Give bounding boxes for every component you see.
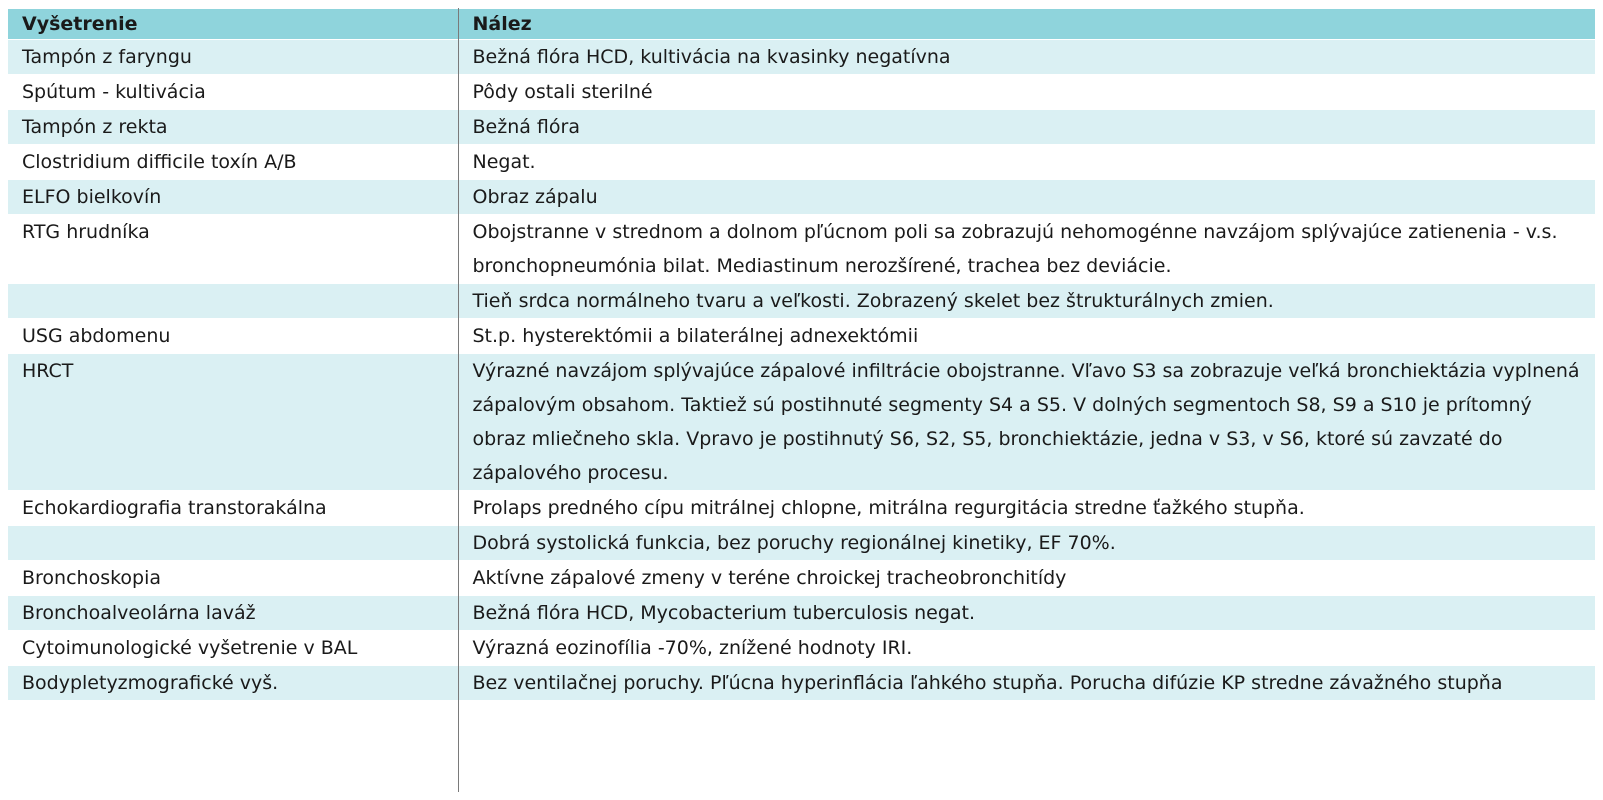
cell-finding: Výrazná eozinofília -70%, znížené hodnoty IRI. xyxy=(458,631,1595,666)
table-row xyxy=(8,110,1595,145)
table-row xyxy=(8,596,1595,631)
cell-exam: Bodypletyzmografické vyš. xyxy=(8,666,458,701)
cell-finding: Výrazné navzájom splývajúce zápalové infiltrácie obojstranne. Vľavo S3 sa zobrazuje veľká bronchiektázia vyplnená zápalovým obsahom. Taktiež sú postihnuté segmenty S4 a S5. V dolných segmentoch S8, S9 a S10 je prítomný obraz mliečneho skla. Vpravo je postihnutý S6, S2, S5, bronchiektázie, jedna v S3, v S6, ktoré sú zavzaté do zápalového procesu. xyxy=(458,354,1595,491)
table-row xyxy=(8,319,1595,354)
cell-exam: RTG hrudníka xyxy=(8,215,458,284)
header-finding: Nález xyxy=(458,9,1595,40)
cell-finding: Aktívne zápalové zmeny v teréne chroickej tracheobronchitídy xyxy=(458,561,1595,596)
table-row xyxy=(8,180,1595,215)
findings-table-wrapper xyxy=(8,8,1595,701)
cell-exam: Cytoimunologické vyšetrenie v BAL xyxy=(8,631,458,666)
table-row xyxy=(8,354,1595,491)
cell-exam: USG abdomenu xyxy=(8,319,458,354)
cell-finding: Obojstranne v strednom a dolnom pľúcnom poli sa zobrazujú nehomogénne navzájom splývajúce zatienenia - v.s. bronchopneumónia bilat. Mediastinum nerozšírené, trachea bez deviácie. xyxy=(458,215,1595,284)
cell-exam xyxy=(8,526,458,561)
cell-finding: Bežná flóra HCD, Mycobacterium tuberculosis negat. xyxy=(458,596,1595,631)
cell-finding: Bežná flóra HCD, kultivácia na kvasinky negatívna xyxy=(458,40,1595,75)
cell-exam: HRCT xyxy=(8,354,458,491)
table-row xyxy=(8,631,1595,666)
findings-table xyxy=(8,8,1595,701)
cell-finding: Bez ventilačnej poruchy. Pľúcna hyperinflácia ľahkého stupňa. Porucha difúzie KP stredne závažného stupňa xyxy=(458,666,1595,701)
table-row xyxy=(8,215,1595,284)
cell-exam: Spútum - kultivácia xyxy=(8,75,458,110)
table-header-row xyxy=(8,9,1595,40)
cell-exam: Bronchoalveolárna laváž xyxy=(8,596,458,631)
cell-finding: Dobrá systolická funkcia, bez poruchy regionálnej kinetiky, EF 70%. xyxy=(458,526,1595,561)
cell-finding: Negat. xyxy=(458,145,1595,180)
cell-exam: Bronchoskopia xyxy=(8,561,458,596)
table-row xyxy=(8,284,1595,319)
cell-finding: St.p. hysterektómii a bilaterálnej adnexektómii xyxy=(458,319,1595,354)
cell-finding: Prolaps predného cípu mitrálnej chlopne, mitrálna regurgitácia stredne ťažkého stupňa. xyxy=(458,491,1595,526)
table-row xyxy=(8,145,1595,180)
table-row xyxy=(8,75,1595,110)
table-row xyxy=(8,666,1595,701)
header-exam: Vyšetrenie xyxy=(8,9,458,40)
table-body xyxy=(8,40,1595,701)
table-row xyxy=(8,561,1595,596)
column-divider xyxy=(458,8,459,792)
cell-finding: Tieň srdca normálneho tvaru a veľkosti. Zobrazený skelet bez štrukturálnych zmien. xyxy=(458,284,1595,319)
cell-finding: Bežná flóra xyxy=(458,110,1595,145)
table-row xyxy=(8,491,1595,526)
cell-exam: Tampón z rekta xyxy=(8,110,458,145)
table-row xyxy=(8,526,1595,561)
cell-finding: Pôdy ostali sterilné xyxy=(458,75,1595,110)
cell-exam: Tampón z faryngu xyxy=(8,40,458,75)
cell-exam xyxy=(8,284,458,319)
cell-exam: ELFO bielkovín xyxy=(8,180,458,215)
cell-finding: Obraz zápalu xyxy=(458,180,1595,215)
table-row xyxy=(8,40,1595,75)
cell-exam: Echokardiografia transtorakálna xyxy=(8,491,458,526)
cell-exam: Clostridium difficile toxín A/B xyxy=(8,145,458,180)
